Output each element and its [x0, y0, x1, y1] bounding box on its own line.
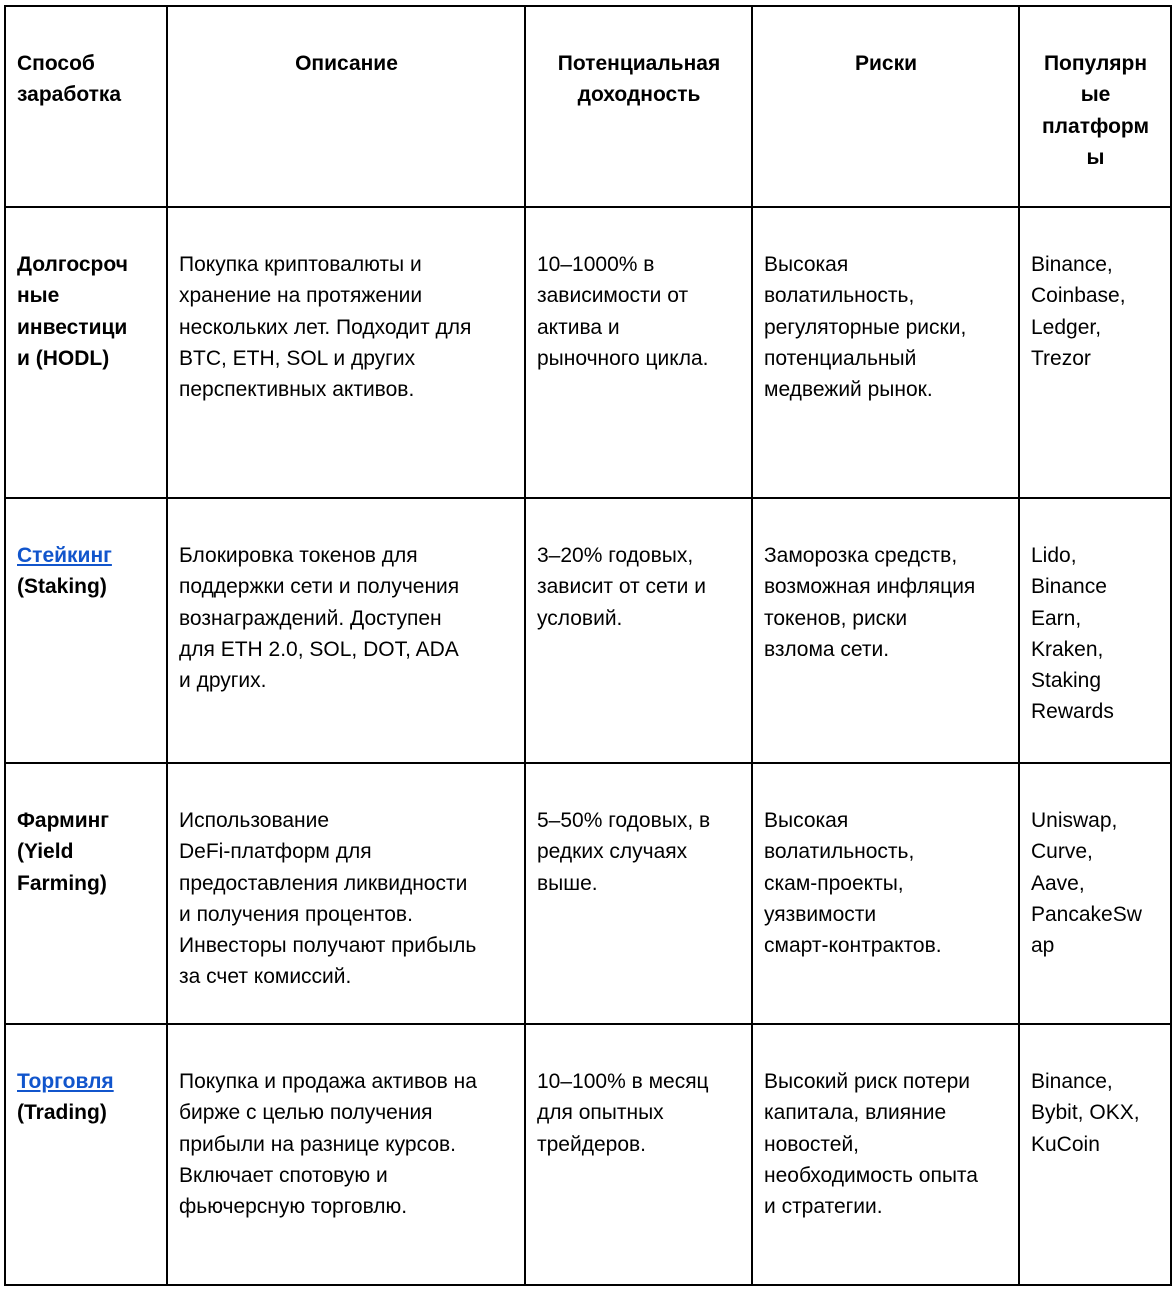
yield-text: 10–1000% в	[537, 253, 655, 276]
platforms-text: ap	[1031, 934, 1055, 958]
risks-text: медвежий рынок.	[764, 378, 933, 402]
risks-text: возможная инфляция	[764, 575, 976, 599]
method-label: ные	[17, 284, 60, 308]
method-link[interactable]: Торговля	[17, 1070, 114, 1093]
cell-risks	[752, 498, 1019, 763]
table-row	[5, 207, 1171, 498]
risks-text: необходимость опыта	[764, 1163, 978, 1187]
platforms-text: Trezor	[1031, 346, 1091, 370]
cell-risks	[752, 763, 1019, 1024]
platforms-text: Earn,	[1031, 606, 1082, 630]
header-risks: Риски	[752, 6, 1019, 207]
platforms-text: PancakeSw	[1031, 902, 1142, 926]
yield-text: рыночного цикла.	[537, 346, 709, 370]
table-header-row	[5, 6, 1171, 207]
risks-text: токенов, риски	[764, 606, 908, 630]
yield-text: редких случаях	[537, 840, 688, 864]
risks-text: взлома сети.	[764, 637, 890, 661]
platforms-text: Ledger,	[1031, 315, 1102, 339]
method-label: Долгосроч	[17, 253, 128, 276]
risks-text: уязвимости	[764, 902, 877, 926]
cell-platforms	[1019, 207, 1171, 498]
risks-text: скам-проекты,	[764, 871, 904, 895]
method-label: Farming)	[17, 871, 107, 895]
header-label: ы	[1086, 145, 1105, 169]
earning-methods-table	[4, 5, 1172, 1286]
cell-risks	[752, 1024, 1019, 1285]
cell-risks	[752, 207, 1019, 498]
description-text: Использование	[179, 809, 330, 832]
description-text: нескольких лет. Подходит для	[179, 315, 472, 339]
description-text: Покупка криптовалюты и	[179, 253, 422, 276]
header-label: платформ	[1042, 114, 1149, 138]
yield-text: зависимости от	[537, 284, 689, 308]
platforms-text: Binance,	[1031, 253, 1113, 276]
platforms-text: Lido,	[1031, 544, 1077, 567]
description-text: хранение на протяжении	[179, 284, 423, 308]
description-text: DeFi-платформ для	[179, 840, 372, 864]
risks-text: волатильность,	[764, 840, 915, 864]
header-yield	[525, 6, 752, 207]
cell-description	[167, 763, 525, 1024]
description-text: и получения процентов.	[179, 902, 413, 926]
platforms-text: KuCoin	[1031, 1132, 1100, 1156]
description-text: вознаграждений. Доступен	[179, 606, 442, 630]
risks-text: Высокий риск потери	[764, 1070, 970, 1093]
description-text: Покупка и продажа активов на	[179, 1070, 477, 1093]
cell-method	[5, 498, 167, 763]
risks-text: новостей,	[764, 1132, 860, 1156]
table-row	[5, 498, 1171, 763]
yield-text: условий.	[537, 606, 623, 630]
yield-text: 5–50% годовых, в	[537, 809, 711, 832]
cell-description	[167, 207, 525, 498]
method-label: Фарминг	[17, 809, 110, 832]
cell-yield	[525, 1024, 752, 1285]
cell-yield	[525, 498, 752, 763]
method-label: и (HODL)	[17, 346, 110, 370]
yield-text: актива и	[537, 315, 620, 339]
header-label: заработка	[17, 83, 122, 107]
description-text: бирже с целью получения	[179, 1101, 433, 1125]
cell-description	[167, 498, 525, 763]
header-description: Описание	[167, 6, 525, 207]
table-row	[5, 1024, 1171, 1285]
header-label: доходность	[577, 83, 701, 107]
description-text: BTC, ETH, SOL и других	[179, 346, 416, 370]
platforms-text: Uniswap,	[1031, 809, 1118, 832]
platforms-text: Curve,	[1031, 840, 1093, 864]
yield-text: для опытных	[537, 1101, 664, 1125]
header-method	[5, 6, 167, 207]
risks-text: капитала, влияние	[764, 1101, 947, 1125]
cell-platforms	[1019, 498, 1171, 763]
method-label: (Yield	[17, 840, 74, 864]
method-link[interactable]: Стейкинг	[17, 544, 112, 567]
description-text: для ETH 2.0, SOL, DOT, ADA	[179, 637, 459, 661]
header-label: Популярн	[1043, 52, 1148, 75]
cell-method	[5, 207, 167, 498]
method-label: (Staking)	[17, 575, 107, 599]
description-text: и других.	[179, 669, 267, 693]
description-text: за счет комиссий.	[179, 965, 352, 989]
yield-text: выше.	[537, 871, 598, 895]
header-label: Способ	[17, 52, 95, 75]
cell-yield	[525, 763, 752, 1024]
risks-text: и стратегии.	[764, 1195, 883, 1219]
risks-text: потенциальный	[764, 346, 917, 370]
cell-platforms	[1019, 763, 1171, 1024]
description-text: Блокировка токенов для	[179, 544, 418, 567]
risks-text: Заморозка средств,	[764, 544, 958, 567]
risks-text: Высокая	[764, 809, 849, 832]
platforms-text: Bybit, OKX,	[1031, 1101, 1140, 1125]
table-row	[5, 763, 1171, 1024]
yield-text: 3–20% годовых,	[537, 544, 694, 567]
yield-text: 10–100% в месяц	[537, 1070, 709, 1093]
platforms-text: Binance,	[1031, 1070, 1113, 1093]
platforms-text: Coinbase,	[1031, 284, 1126, 308]
risks-text: регуляторные риски,	[764, 315, 967, 339]
method-label: (Trading)	[17, 1101, 107, 1125]
yield-text: зависит от сети и	[537, 575, 706, 599]
cell-method	[5, 763, 167, 1024]
platforms-text: Kraken,	[1031, 637, 1104, 661]
header-label: ые	[1080, 83, 1111, 107]
description-text: фьючерсную торговлю.	[179, 1195, 408, 1219]
platforms-text: Aave,	[1031, 871, 1085, 895]
description-text: Включает спотовую и	[179, 1163, 388, 1187]
method-label: инвестици	[17, 315, 128, 339]
cell-description	[167, 1024, 525, 1285]
cell-platforms	[1019, 1024, 1171, 1285]
description-text: прибыли на разнице курсов.	[179, 1132, 456, 1156]
risks-text: Высокая	[764, 253, 849, 276]
cell-method	[5, 1024, 167, 1285]
description-text: перспективных активов.	[179, 378, 415, 402]
description-text: предоставления ликвидности	[179, 871, 468, 895]
yield-text: трейдеров.	[537, 1132, 646, 1156]
description-text: Инвесторы получают прибыль	[179, 934, 477, 958]
platforms-text: Rewards	[1031, 700, 1114, 724]
platforms-text: Staking	[1031, 669, 1102, 693]
risks-text: волатильность,	[764, 284, 915, 308]
risks-text: смарт-контрактов.	[764, 934, 942, 958]
platforms-text: Binance	[1031, 575, 1107, 599]
cell-yield	[525, 207, 752, 498]
header-label: Потенциальная	[557, 52, 721, 75]
description-text: поддержки сети и получения	[179, 575, 460, 599]
header-platforms	[1019, 6, 1171, 207]
